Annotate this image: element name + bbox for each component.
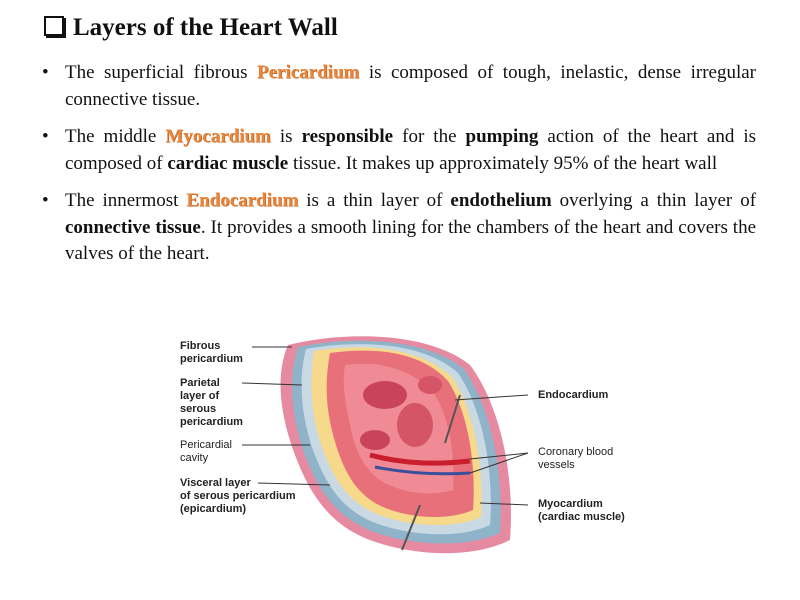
bullet-text: . It provides a smooth lining for the chambers of the heart and covers the valves of the heart.	[65, 216, 757, 264]
bullet-text: The middle	[65, 126, 166, 147]
checkbox-bullet-icon	[44, 16, 64, 36]
label-parietal-layer: Parietal layer of serous pericardium	[180, 377, 243, 428]
bold-phrase: pumping	[465, 126, 539, 147]
slide-heading	[44, 14, 338, 42]
highlighted-term: Myocardium	[165, 126, 271, 147]
bullet-item-endocardium	[40, 188, 756, 268]
bold-phrase: endothelium	[450, 190, 552, 211]
bullet-text: for the	[393, 126, 466, 147]
bullet-list	[40, 60, 756, 279]
bold-phrase: connective tissue	[65, 216, 201, 238]
highlighted-term: Pericardium	[257, 62, 360, 83]
heart-wall-diagram	[170, 325, 650, 570]
heading-text: Layers of the Heart Wall	[73, 14, 338, 41]
label-myocardium: Myocardium (cardiac muscle)	[538, 498, 625, 523]
label-visceral-layer: Visceral layer of serous pericardium (epicardium)	[180, 477, 296, 515]
bullet-text: is a thin layer of	[298, 190, 451, 211]
bullet-dot-icon: •	[42, 62, 49, 83]
bullet-item-pericardium	[40, 60, 756, 113]
bullet-text: The superficial fibrous	[65, 62, 257, 83]
bullet-dot-icon: •	[42, 190, 49, 211]
label-pericardial-cavity: Pericardial cavity	[180, 439, 232, 464]
bullet-text: The innermost	[65, 190, 187, 211]
highlighted-term: Endocardium	[186, 190, 299, 211]
label-fibrous-pericardium: Fibrous pericardium	[180, 340, 243, 365]
bold-phrase: cardiac muscle	[167, 152, 289, 174]
label-coronary-vessels: Coronary blood vessels	[538, 446, 614, 471]
bullet-text: action of the heart and is composed of	[65, 126, 756, 174]
bullet-text: is composed of tough, inelastic, dense irregular connective tissue.	[65, 62, 756, 110]
bullet-text: is	[270, 126, 302, 147]
bullet-text: tissue. It makes up approximately 95% of the heart wall	[288, 152, 718, 174]
bullet-item-myocardium	[40, 124, 756, 177]
bold-phrase: responsible	[301, 126, 394, 147]
label-endocardium: Endocardium	[538, 389, 609, 401]
bullet-text: overlying a thin layer of	[551, 190, 757, 211]
bullet-dot-icon: •	[42, 126, 49, 147]
